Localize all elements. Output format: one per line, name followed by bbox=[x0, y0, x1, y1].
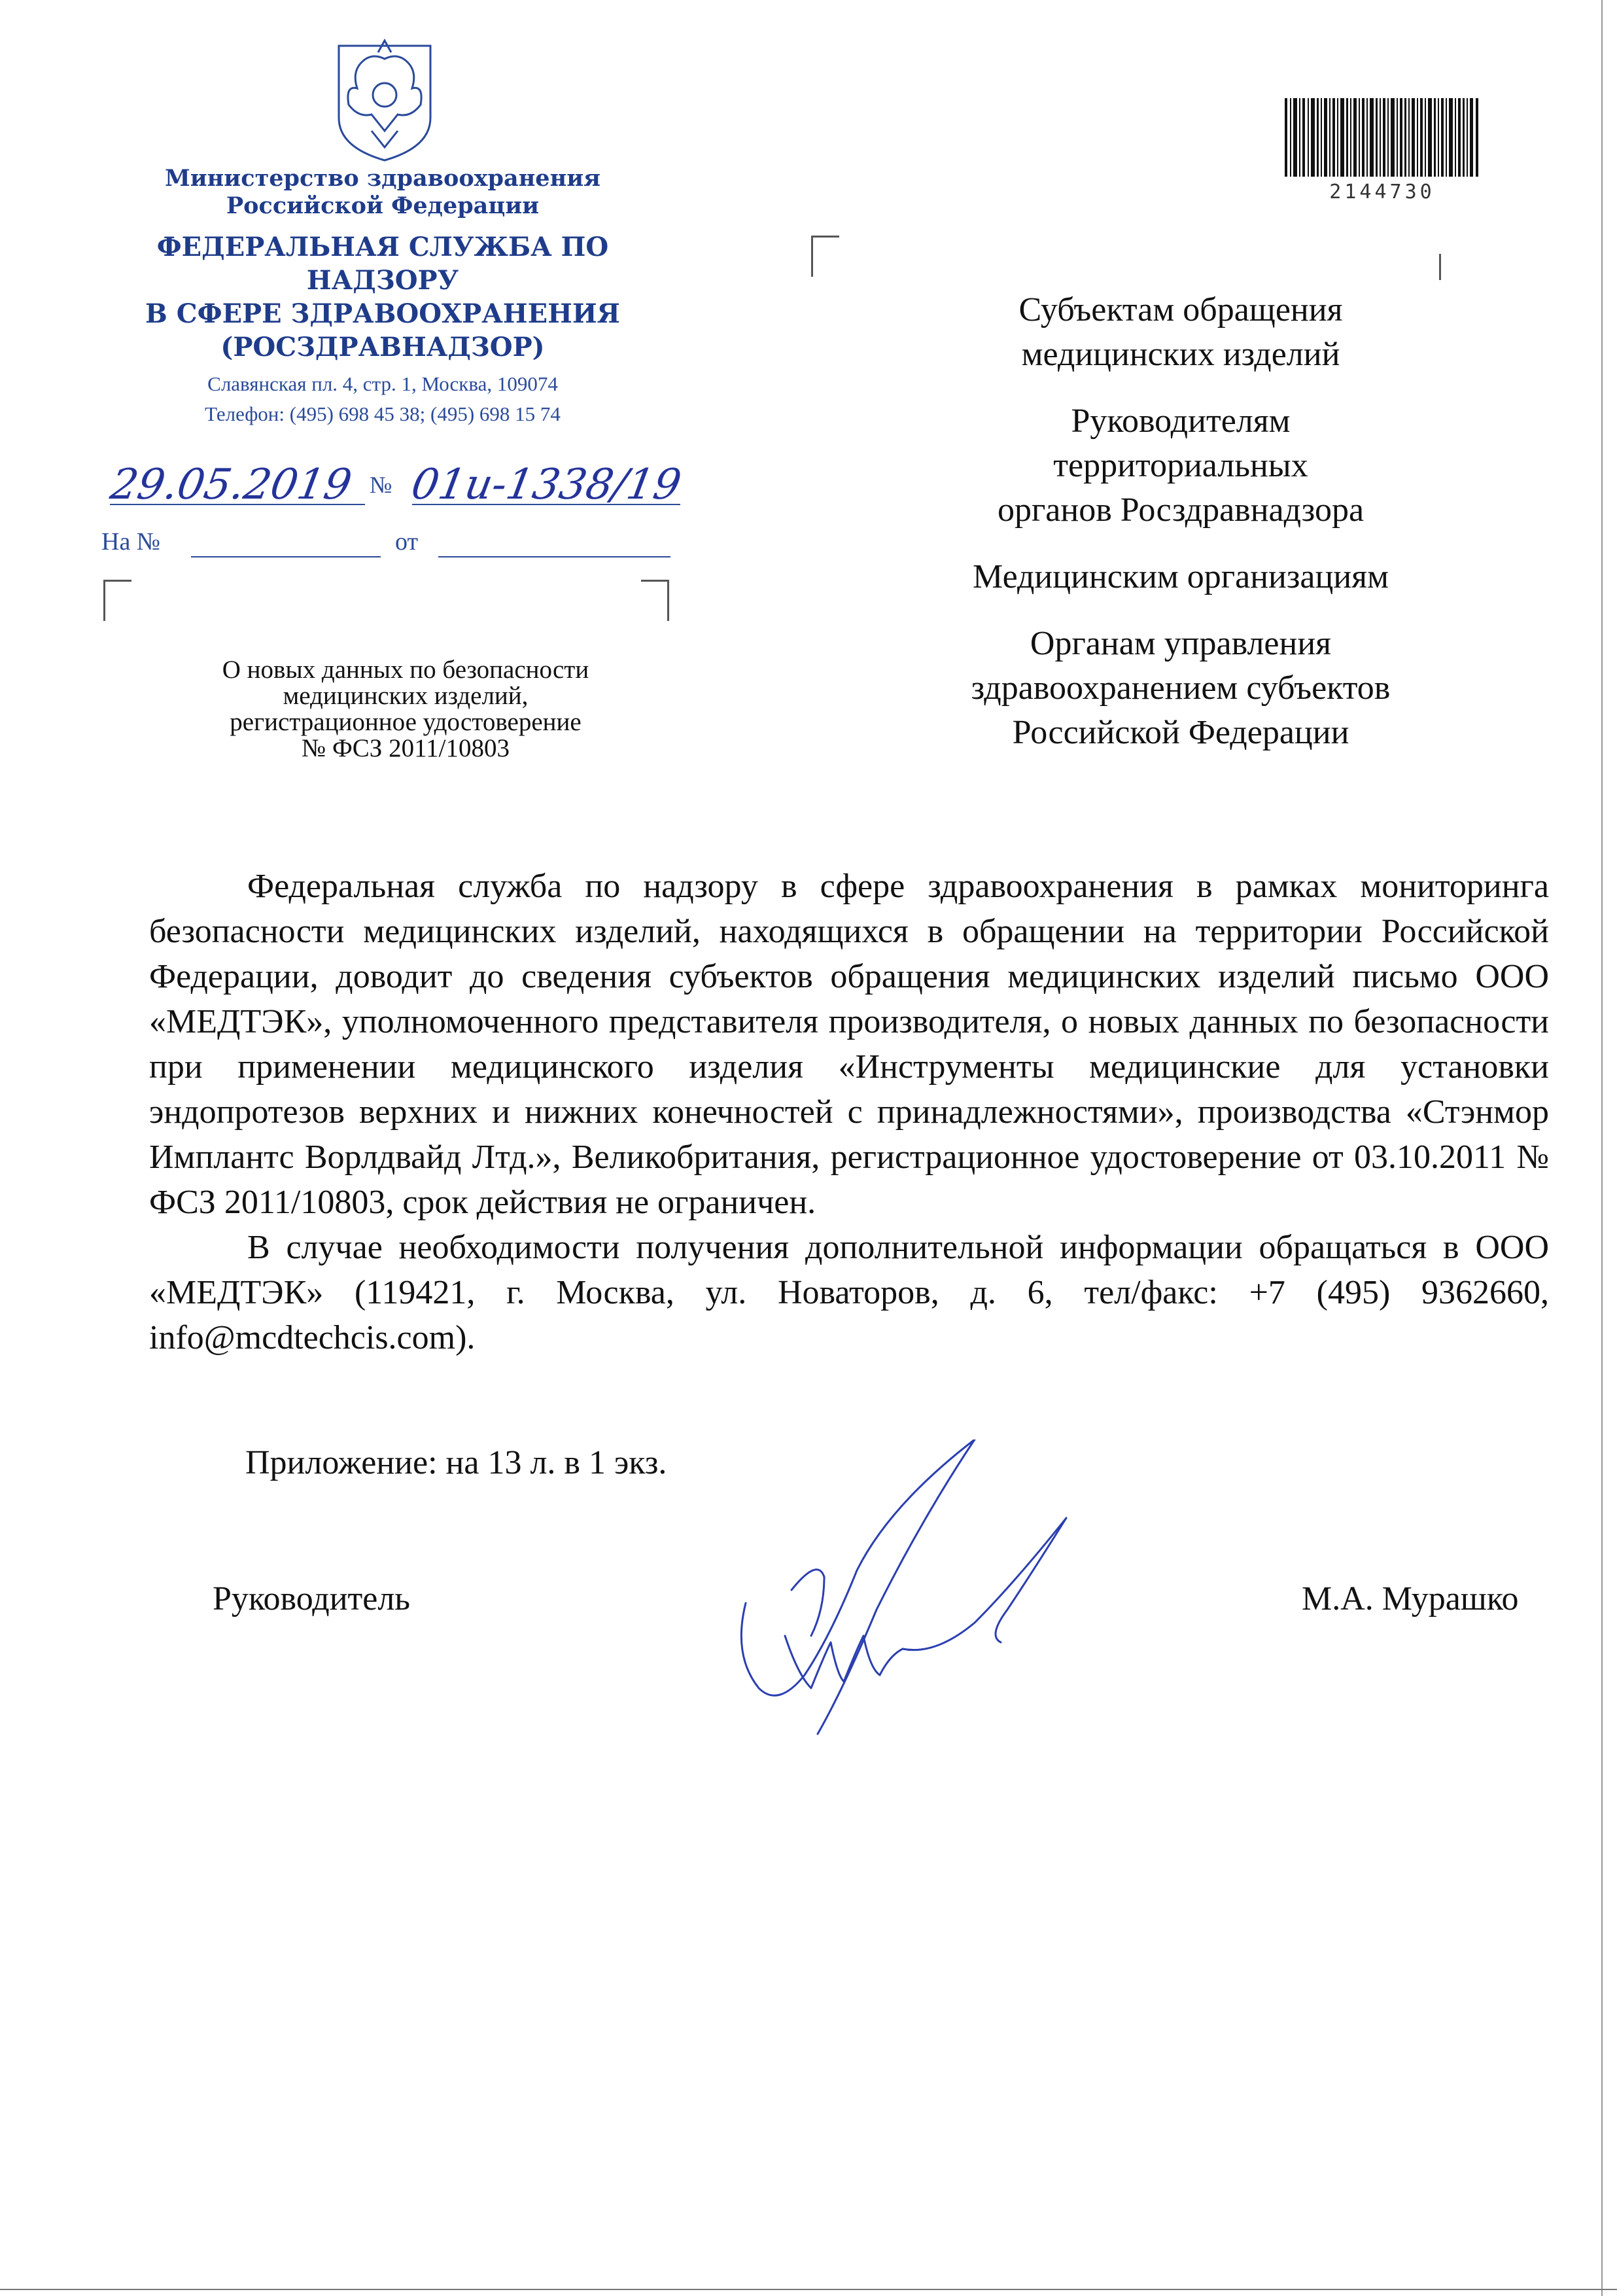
body-paragraph: В случае необходимости получения дополнительной информации обращаться в ООО «МЕДТЭК» (119421, г. Москва, ул. Новаторов, д. 6, тел/факс: +7 (495) 9362660, info@mcdtechcis.com). bbox=[149, 1229, 1549, 1356]
service-name bbox=[85, 230, 680, 364]
barcode-icon bbox=[1285, 98, 1481, 183]
addressee-line: Субъектам обращения bbox=[1018, 291, 1343, 328]
service-line: ФЕДЕРАЛЬНАЯ СЛУЖБА ПО НАДЗОРУ bbox=[156, 232, 609, 296]
addressee-line: Медицинским организациям bbox=[973, 558, 1389, 595]
ministry-line: Российской Федерации bbox=[226, 192, 540, 219]
addressee-item bbox=[903, 555, 1459, 599]
subject-line: № ФСЗ 2011/10803 bbox=[302, 734, 510, 762]
handwritten-signature bbox=[726, 1439, 1092, 1767]
phone-line: Телефон: (495) 698 45 38; (495) 698 15 74 bbox=[205, 402, 561, 425]
service-line: В СФЕРЕ ЗДРАВООХРАНЕНИЯ bbox=[145, 298, 620, 329]
letter-subject bbox=[137, 657, 674, 762]
addressee-line: Органам управления bbox=[1030, 625, 1332, 662]
scan-edge bbox=[1601, 0, 1603, 2296]
date-underline bbox=[110, 504, 365, 505]
reference-no-label: На № bbox=[101, 528, 161, 556]
addressee-line: медицинских изделий bbox=[1021, 336, 1340, 373]
letter-body bbox=[149, 864, 1549, 1360]
corner-mark bbox=[1439, 254, 1441, 280]
addressee-line: Руководителям bbox=[1071, 402, 1291, 440]
number-underline bbox=[412, 504, 680, 505]
subject-line: медицинских изделий, bbox=[283, 682, 529, 710]
corner-mark bbox=[103, 580, 131, 621]
coat-of-arms-icon bbox=[326, 33, 443, 164]
addressee-line: органов Росздравнадзора bbox=[997, 491, 1365, 529]
outgoing-number-label: № bbox=[370, 472, 392, 498]
addressee-item bbox=[903, 288, 1459, 377]
appendix-note: Приложение: на 13 л. в 1 экз. bbox=[245, 1444, 667, 1481]
body-paragraph: Федеральная служба по надзору в сфере здравоохранения в рамках мониторинга безопасности медицинских изделий, находящихся в обращении на территории Российской Федерации, доводит до сведения субъектов обращения медицинских изделий письмо ООО «МЕДТЭК», уполномоченного представителя производителя, о новых данных по безопасности при применении медицинского изделия «Инструменты медицинские для установки эндопротезов верхних и нижних конечностей с принадлежностями», производства «Стэнмор Имплантс Ворлдвайд Лтд.», Великобритания, регистрационное удостоверение от 03.10.2011 № ФСЗ 2011/10803, срок действия не ограничен. bbox=[149, 868, 1549, 1221]
addressee-block bbox=[903, 288, 1459, 777]
addressee-item bbox=[903, 622, 1459, 755]
outgoing-date: 29.05.2019 bbox=[107, 461, 355, 509]
addressee-line: здравоохранением субъектов bbox=[971, 669, 1391, 707]
subject-line: О новых данных по безопасности bbox=[222, 656, 589, 684]
ministry-name bbox=[131, 165, 635, 220]
reference-from-label: от bbox=[395, 528, 419, 556]
signer-name: М.А. Мурашко bbox=[1302, 1580, 1519, 1617]
address-line: Славянская пл. 4, стр. 1, Москва, 109074 bbox=[207, 372, 558, 395]
subject-line: регистрационное удостоверение bbox=[230, 708, 582, 736]
addressee-line: территориальных bbox=[1053, 447, 1308, 484]
ministry-line: Министерство здравоохранения bbox=[164, 165, 601, 192]
addressee-item bbox=[903, 399, 1459, 533]
corner-mark bbox=[641, 580, 669, 621]
scan-edge bbox=[0, 2289, 1617, 2290]
service-line: (РОСЗДРАВНАДЗОР) bbox=[220, 332, 545, 362]
corner-mark bbox=[811, 236, 839, 277]
outgoing-number: 01и-1338/19 bbox=[408, 461, 685, 509]
signer-position: Руководитель bbox=[213, 1580, 410, 1617]
barcode-number: 2144730 bbox=[1329, 181, 1435, 203]
reference-no-blank bbox=[191, 556, 381, 557]
reference-from-blank bbox=[438, 556, 670, 557]
sender-address bbox=[131, 369, 635, 429]
addressee-line: Российской Федерации bbox=[1012, 714, 1349, 751]
